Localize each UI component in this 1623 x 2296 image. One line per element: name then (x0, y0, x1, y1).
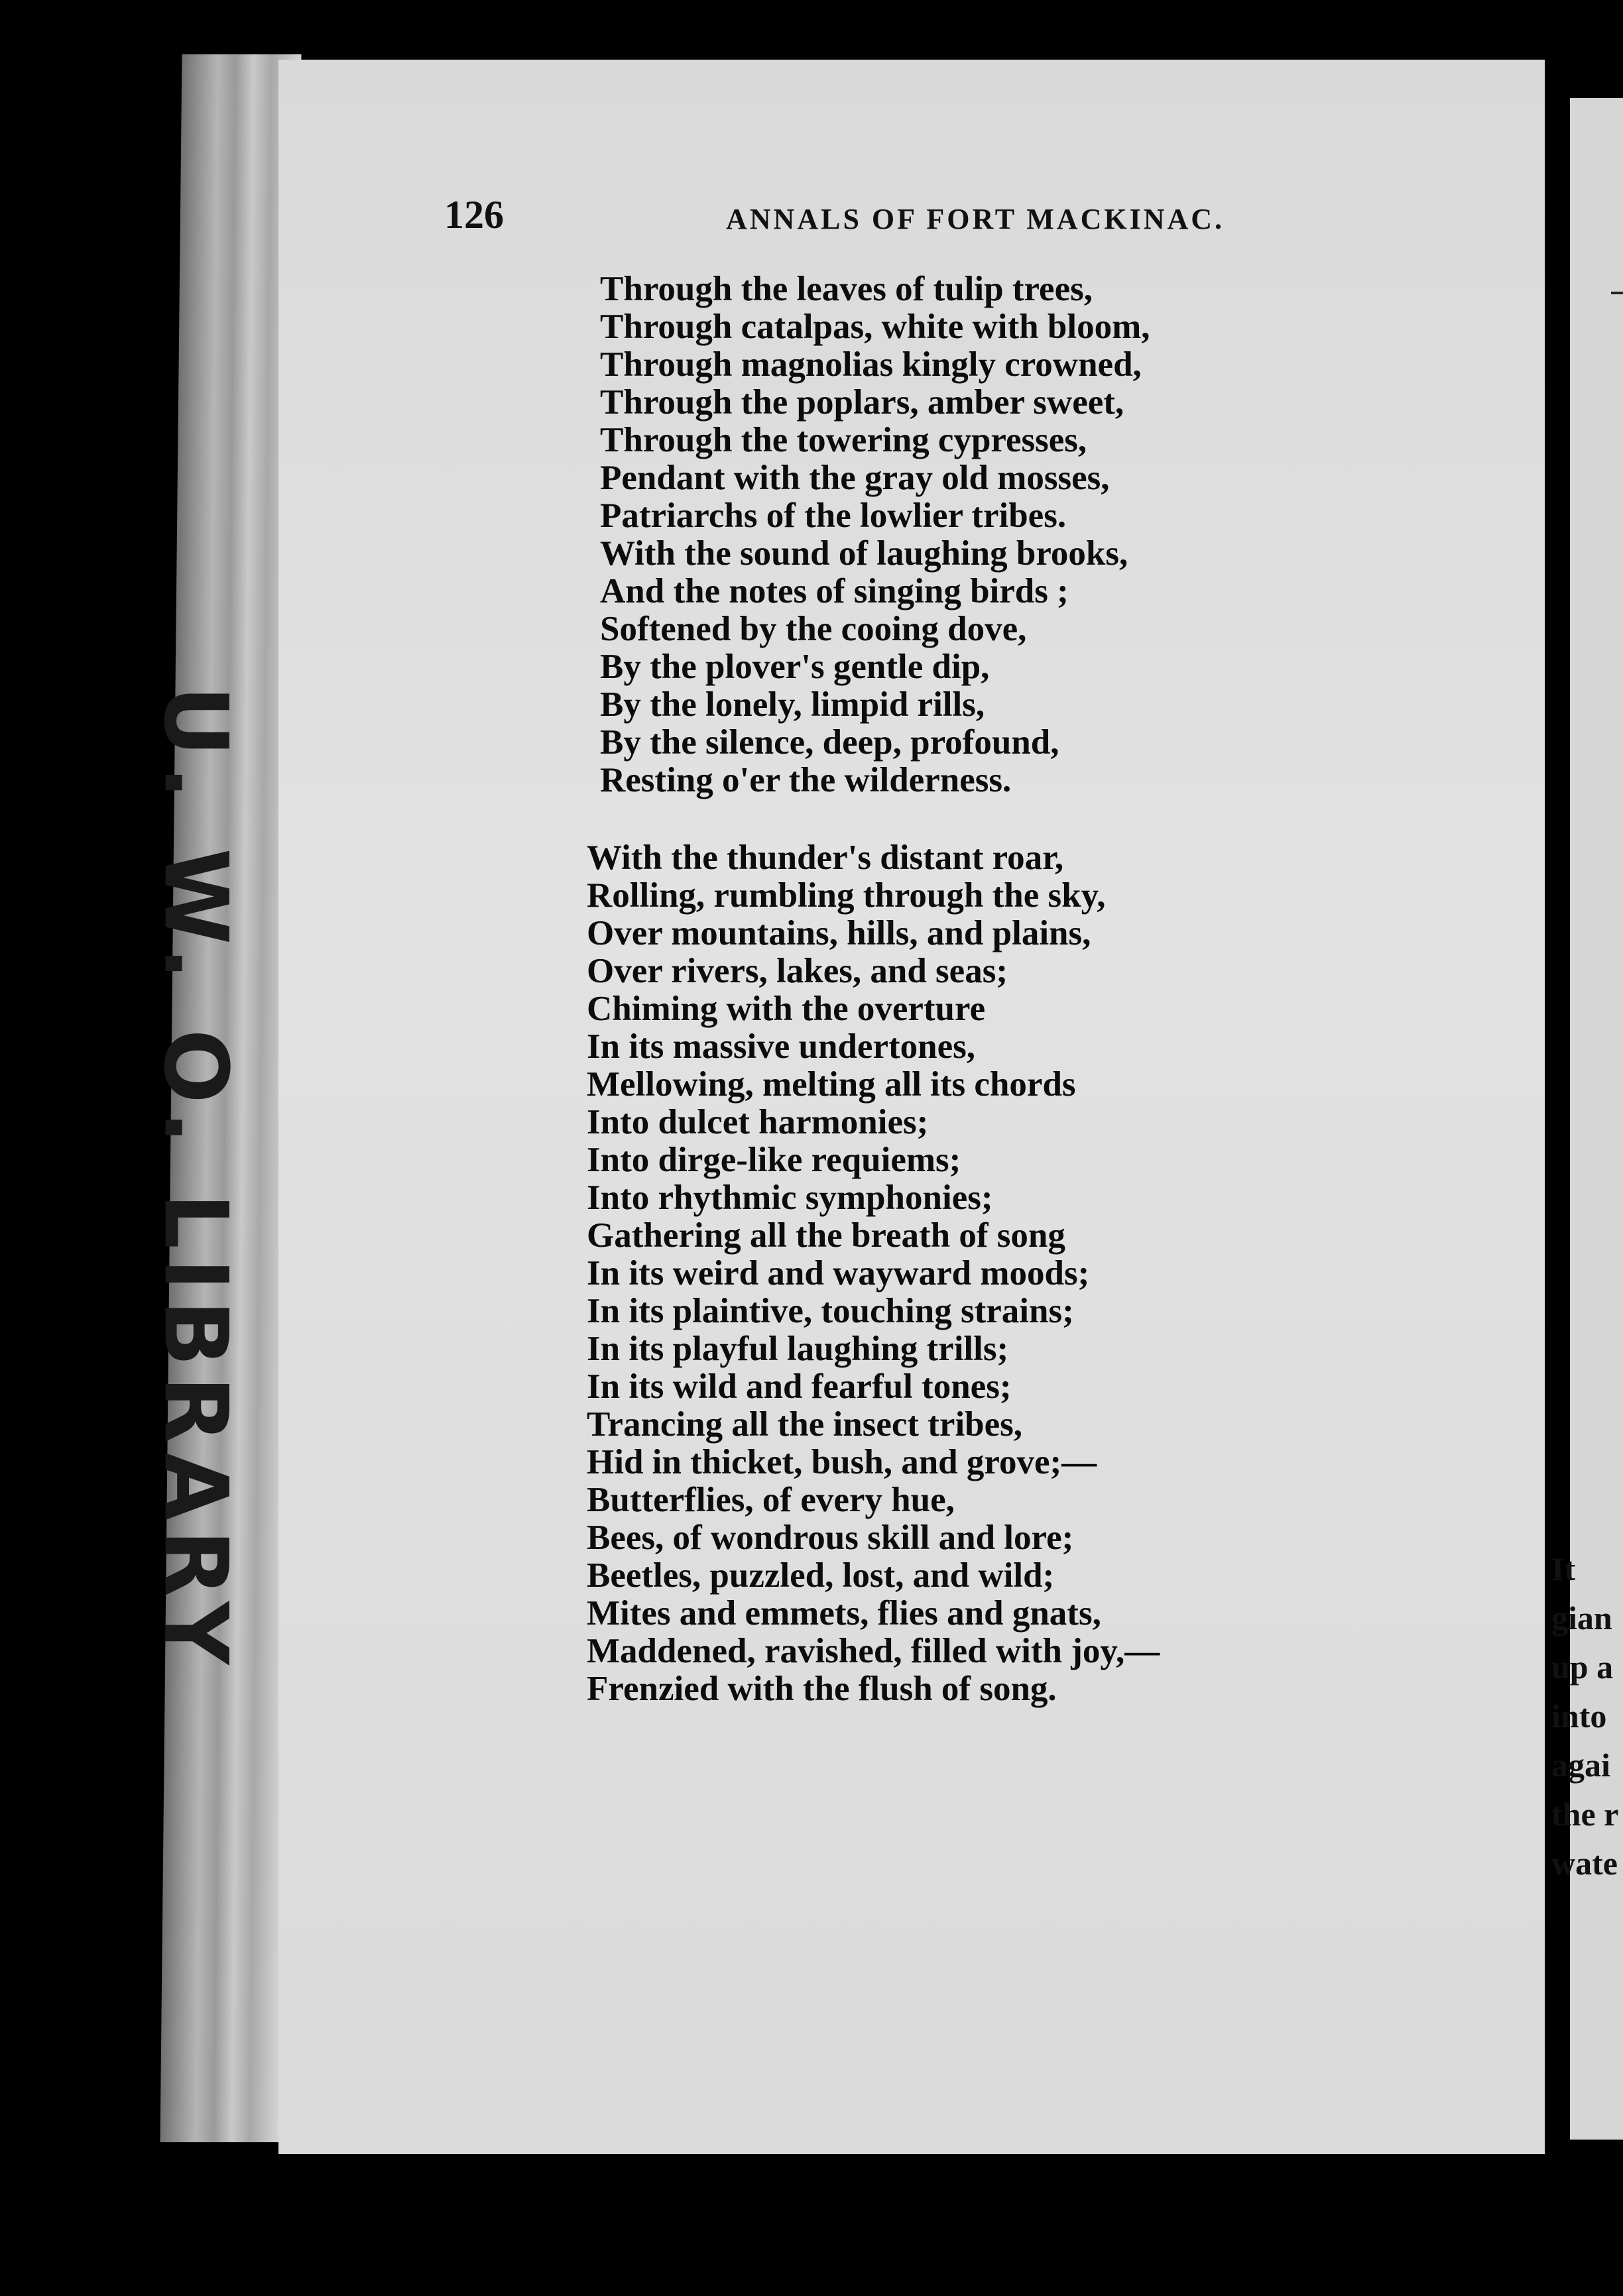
stanza-1 (600, 270, 1263, 799)
adjacent-line: up a (1551, 1648, 1614, 1686)
library-stamp (139, 685, 252, 1674)
poem-line: Through the poplars, amber sweet, (600, 383, 1124, 422)
adjacent-line: gian (1551, 1599, 1612, 1636)
poem-line: In its weird and wayward moods; (587, 1254, 1090, 1292)
poem-line: Pendant with the gray old mosses, (600, 459, 1110, 497)
adjacent-line: wate (1551, 1845, 1618, 1882)
poem-line: Bees, of wondrous skill and lore; (587, 1519, 1074, 1557)
poem-line: With the sound of laughing brooks, (600, 534, 1128, 573)
poem-line: Through magnolias kingly crowned, (600, 345, 1142, 384)
poem-line: Frenzied with the flush of song. (587, 1670, 1057, 1708)
poem-line: Into rhythmic symphonies; (587, 1178, 993, 1217)
poem-line: Patriarchs of the lowlier tribes. (600, 496, 1067, 535)
adjacent-line: the r (1551, 1796, 1619, 1833)
stanza-2 (587, 839, 1250, 1708)
poem-line: Through the leaves of tulip trees, (600, 270, 1093, 308)
poem-line: In its wild and fearful tones; (587, 1367, 1012, 1406)
running-head: ANNALS OF FORT MACKINAC. (726, 203, 1225, 235)
poem-line: Gathering all the breath of song (587, 1216, 1065, 1255)
adjacent-page-text (1551, 1544, 1623, 1888)
poem-line: In its massive undertones, (587, 1027, 976, 1066)
poem-line: Mites and emmets, flies and gnats, (587, 1594, 1101, 1633)
poem-line: Through catalpas, white with bloom, (600, 308, 1150, 346)
poem-line: Hid in thicket, bush, and grove;— (587, 1443, 1097, 1481)
poem-line: Through the towering cypresses, (600, 421, 1087, 459)
poem-line: Butterflies, of every hue, (587, 1481, 955, 1519)
book-page (278, 60, 1545, 2154)
poem-line: Into dirge-like requiems; (587, 1141, 961, 1179)
poem-line: Into dulcet harmonies; (587, 1103, 929, 1141)
adjacent-line: It (1551, 1550, 1576, 1587)
poem-line: Beetles, puzzled, lost, and wild; (587, 1556, 1055, 1595)
poem-line: And the notes of singing birds ; (600, 572, 1069, 610)
library-stamp-text: U. W. O. LIBRARY (145, 685, 247, 1674)
poem-line: Softened by the cooing dove, (600, 610, 1027, 648)
adjacent-line: agai (1551, 1747, 1610, 1784)
poem-line: In its playful laughing trills; (587, 1330, 1009, 1368)
poem-line: Over rivers, lakes, and seas; (587, 952, 1008, 990)
poem-line: Resting o'er the wilderness. (600, 761, 1012, 799)
page-number: 126 (444, 193, 504, 237)
poem (587, 270, 1250, 1748)
poem-line: In its plaintive, touching strains; (587, 1292, 1074, 1330)
poem-line: By the plover's gentle dip, (600, 648, 990, 686)
poem-line: Maddened, ravished, filled with joy,— (587, 1632, 1160, 1670)
adjacent-line: into (1551, 1697, 1607, 1735)
adjacent-page-mark (1611, 292, 1623, 294)
poem-line: Chiming with the overture (587, 990, 986, 1028)
poem-line: Rolling, rumbling through the sky, (587, 876, 1106, 915)
poem-line: Trancing all the insect tribes, (587, 1405, 1023, 1444)
poem-line: By the lonely, limpid rills, (600, 685, 985, 724)
poem-line: By the silence, deep, profound, (600, 723, 1059, 762)
poem-line: Over mountains, hills, and plains, (587, 914, 1091, 952)
poem-line: With the thunder's distant roar, (587, 838, 1064, 877)
poem-line: Mellowing, melting all its chords (587, 1065, 1076, 1104)
